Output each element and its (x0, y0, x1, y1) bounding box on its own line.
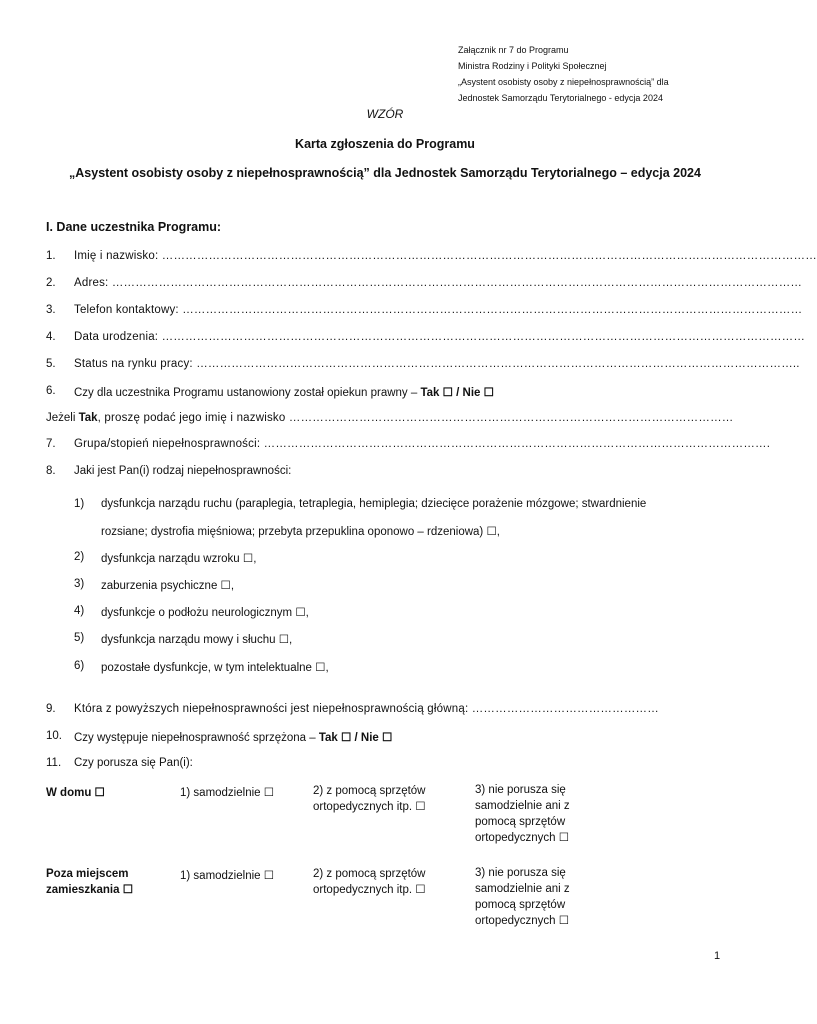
separator: / (354, 732, 358, 744)
item-number: 1. (46, 250, 56, 262)
item-number: 11. (46, 757, 62, 769)
home-immobile-option[interactable]: 3) nie porusza się samodzielnie ani z pomocą sprzętów ortopedycznych ☐ (475, 784, 570, 844)
mobility-question: Czy porusza się Pan(i): (74, 757, 193, 769)
option-vision-dysfunction[interactable]: dysfunkcja narządu wzroku ☐, (101, 553, 257, 565)
page-number: 1 (714, 950, 721, 962)
away-checkbox[interactable]: Poza miejscem zamieszkania ☐ (46, 868, 134, 896)
away-immobile-option[interactable]: 3) nie porusza się samodzielnie ani z pomocą sprzętów ortopedycznych ☐ (475, 867, 570, 927)
item-number: 6. (46, 385, 56, 397)
option-mental-disorders[interactable]: zaburzenia psychiczne ☐, (101, 580, 235, 592)
item-number: 2. (46, 277, 56, 289)
home-independent-option[interactable]: 1) samodzielnie ☐ (180, 787, 275, 799)
item-number: 10. (46, 730, 62, 742)
name-field[interactable]: Imię i nazwisko: …………………………………………………………………………………………………………………………………………………… (74, 250, 817, 262)
address-field[interactable]: Adres: …………………………………………………………………………………………………………………………………………………………… (74, 277, 803, 289)
option-mobility-dysfunction-cont[interactable]: rozsiane; dystrofia mięśniowa; przebyta przepuklina oponowo – rdzeniowa) ☐, (101, 526, 500, 538)
no-checkbox[interactable]: Nie ☐ (462, 387, 494, 399)
home-orthopedic-option[interactable]: 2) z pomocą sprzętów ortopedycznych itp. ☐ (313, 785, 426, 813)
phone-field[interactable]: Telefon kontaktowy: …………………………………………………………………………………………………………………………………………… (74, 304, 803, 316)
annex-note-line-1: Załącznik nr 7 do Programu (458, 45, 569, 55)
yes-emphasis: Tak (78, 412, 98, 424)
legal-guardian-question (74, 385, 494, 399)
guardian-prefix: Jeżeli (46, 412, 76, 424)
away-orthopedic-option[interactable]: 2) z pomocą sprzętów ortopedycznych itp. ☐ (313, 868, 426, 896)
template-label: WZÓR (366, 107, 404, 121)
guardian-name-text: , proszę podać jego imię i nazwisko …………………………………………………………………………………………………… (97, 412, 734, 424)
annex-note-line-4: Jednostek Samorządu Terytorialnego - edycja 2024 (458, 93, 663, 103)
no-checkbox[interactable]: Nie ☐ (360, 732, 393, 744)
item-number: 5. (46, 358, 56, 370)
subitem-number: 4) (74, 605, 85, 617)
question-text: Czy dla uczestnika Programu ustanowiony został opiekun prawny – (74, 387, 418, 399)
subitem-number: 2) (74, 551, 85, 563)
annex-note-line-2: Ministra Rodziny i Polityki Społecznej (458, 61, 607, 71)
disability-degree-field[interactable]: Grupa/stopień niepełnosprawności: …………………………………………………………………………………………………………………. (74, 438, 771, 450)
option-speech-hearing[interactable]: dysfunkcja narządu mowy i słuchu ☐, (101, 634, 293, 646)
option-mobility-dysfunction[interactable]: dysfunkcja narządu ruchu (paraplegia, tetraplegia, hemiplegia; dziecięce porażenie mózgowe; stwardnienie (101, 498, 647, 510)
main-disability-field[interactable]: Która z powyższych niepełnosprawności jest niepełnosprawnością główną: ………………………………………… (74, 703, 659, 715)
section-heading: I. Dane uczestnika Programu: (46, 220, 222, 234)
subitem-number: 3) (74, 578, 85, 590)
home-checkbox[interactable]: W domu ☐ (46, 787, 105, 799)
disability-type-question: Jaki jest Pan(i) rodzaj niepełnosprawności: (74, 465, 292, 477)
subitem-number: 1) (74, 498, 85, 510)
subitem-number: 5) (74, 632, 85, 644)
item-number: 3. (46, 304, 56, 316)
item-number: 7. (46, 438, 56, 450)
separator: / (456, 387, 460, 399)
birthdate-field[interactable]: Data urodzenia: ………………………………………………………………………………………………………………………………………………… (74, 331, 806, 343)
annex-note-line-3: „Asystent osobisty osoby z niepełnosprawnością” dla (458, 77, 669, 87)
option-neurological[interactable]: dysfunkcje o podłożu neurologicznym ☐, (101, 607, 309, 619)
option-other-intellectual[interactable]: pozostałe dysfunkcje, w tym intelektualne ☐, (101, 662, 329, 674)
guardian-name-field[interactable] (46, 412, 733, 424)
form-title: Karta zgłoszenia do Programu (295, 137, 475, 151)
item-number: 9. (46, 703, 56, 715)
employment-status-field[interactable]: Status na rynku pracy: ……………………………………………………………………………………………………………………………………….. (74, 358, 800, 370)
question-text: Czy występuje niepełnosprawność sprzężona – (74, 732, 316, 744)
item-number: 4. (46, 331, 56, 343)
item-number: 8. (46, 465, 56, 477)
subitem-number: 6) (74, 660, 85, 672)
yes-checkbox[interactable]: Tak ☐ (420, 387, 453, 399)
away-independent-option[interactable]: 1) samodzielnie ☐ (180, 870, 275, 882)
yes-checkbox[interactable]: Tak ☐ (318, 732, 352, 744)
program-name: „Asystent osobisty osoby z niepełnosprawnością” dla Jednostek Samorządu Terytorialnego – edycja 2024 (69, 166, 701, 180)
coupled-disability-question (74, 730, 392, 744)
